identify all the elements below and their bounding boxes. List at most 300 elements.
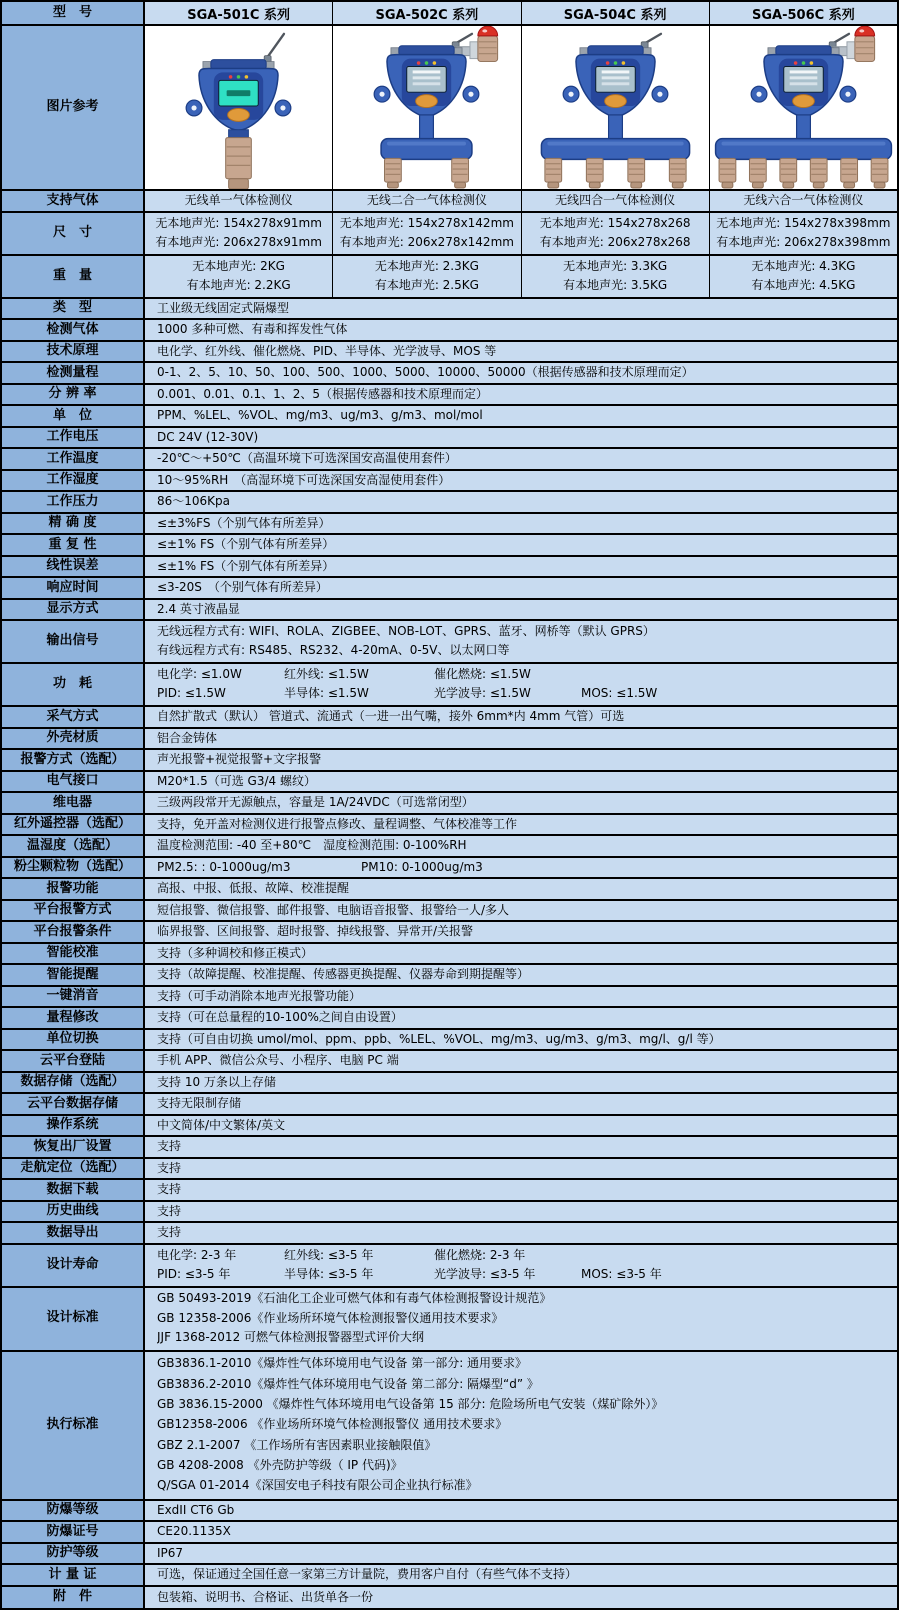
value-line	[157, 859, 891, 876]
value-segment: 光学波导: ≤3-5 年	[434, 1266, 536, 1281]
value-line: GB3836.1-2010《爆炸性气体环境用电气设备 第一部分: 通用要求》	[157, 1356, 528, 1371]
value-segment: PID: ≤1.5W	[157, 686, 226, 701]
row-value	[145, 299, 897, 319]
row-value	[145, 879, 897, 899]
spec-row	[2, 1137, 897, 1159]
row-value	[145, 535, 897, 555]
value-line: 无本地声光: 4.3KG	[751, 258, 856, 273]
value-line	[157, 685, 891, 702]
row-value	[145, 1008, 897, 1028]
spec-row	[2, 664, 897, 707]
spec-row	[2, 1352, 897, 1501]
row-value	[145, 922, 897, 942]
value-line: 无线单一气体检测仪	[184, 193, 293, 208]
spec-row	[2, 621, 897, 664]
spec-row	[2, 922, 897, 944]
spec-row	[2, 363, 897, 385]
beacon-dome-icon	[855, 26, 875, 36]
spec-row	[2, 213, 897, 256]
row-value-cell	[522, 256, 710, 297]
row-label: 数据导出	[2, 1223, 145, 1243]
spec-row	[2, 772, 897, 794]
value-line: IP67	[157, 1545, 184, 1560]
spec-row	[2, 191, 897, 213]
device-button	[793, 95, 815, 108]
row-label: 恢复出厂设置	[2, 1137, 145, 1157]
value-line: 有本地声光: 206x278x268	[539, 235, 691, 250]
row-value	[145, 1094, 897, 1114]
lcd-screen	[784, 67, 824, 93]
antenna-icon	[267, 34, 284, 58]
row-label: 输出信号	[2, 621, 145, 662]
value-line: 高报、中报、低报、故障、校准提醒	[157, 881, 350, 896]
sensor-cylinder-icon	[669, 158, 686, 182]
status-led-icon	[229, 75, 233, 79]
row-value	[145, 557, 897, 577]
row-label: 响应时间	[2, 578, 145, 598]
model-header: SGA-501C 系列	[145, 2, 333, 24]
row-value	[145, 815, 897, 835]
spec-row	[2, 1587, 897, 1609]
row-value-cell	[710, 256, 897, 297]
value-line: 无线六合一气体检测仪	[743, 193, 864, 208]
spec-row	[2, 793, 897, 815]
value-line: 支持（可自由切换 umol/mol、ppm、ppb、%LEL、%VOL、mg/m3、ug/m3、g/m3、mg/l、g/l 等）	[157, 1031, 721, 1046]
spec-row	[2, 879, 897, 901]
manifold-stem	[796, 115, 810, 141]
row-label: 红外遥控器（选配）	[2, 815, 145, 835]
value-line: 有本地声光: 3.5KG	[563, 278, 668, 293]
value-line: GB 3836.15-2000 《爆炸性气体环境用电气设备第 15 部分: 危险场所电气安装（煤矿除外）》	[157, 1397, 664, 1411]
row-value	[145, 406, 897, 426]
sensor-cylinder-icon	[841, 158, 858, 182]
row-value	[145, 1587, 897, 1609]
row-value	[145, 1073, 897, 1093]
value-line: 无本地声光: 154x278x268	[539, 215, 691, 230]
value-line: 支持	[157, 1225, 182, 1240]
row-value	[145, 1288, 897, 1350]
sensor-cylinder-icon	[810, 158, 827, 182]
value-line: ≤3-20S （个别气体有所差异）	[157, 580, 328, 595]
value-line: 支持（可在总量程的10-100%之间自由设置）	[157, 1010, 403, 1025]
spec-row	[2, 1094, 897, 1116]
product-image-sga-502c	[333, 26, 520, 189]
value-line: 有本地声光: 206x278x142mm	[339, 235, 514, 250]
row-value	[145, 1522, 897, 1542]
row-value-cell	[145, 191, 333, 211]
spec-row	[2, 836, 897, 858]
row-label: 温湿度（选配）	[2, 836, 145, 856]
value-segment: 半导体: ≤3-5 年	[284, 1266, 374, 1281]
value-line: ≤±1% FS（个别气体有所差异）	[157, 537, 335, 552]
value-line: 支持（多种调校和修正模式）	[157, 945, 314, 960]
model-header: SGA-502C 系列	[333, 2, 521, 24]
spec-row	[2, 557, 897, 579]
row-value	[145, 944, 897, 964]
value-line: 支持	[157, 1182, 182, 1197]
value-segment: PM2.5: : 0-1000ug/m3	[157, 859, 291, 874]
row-value	[145, 471, 897, 491]
row-value	[145, 449, 897, 469]
status-led-icon	[425, 61, 429, 65]
row-value	[145, 1245, 897, 1286]
status-led-icon	[245, 75, 249, 79]
value-segment: MOS: ≤3-5 年	[581, 1266, 662, 1281]
value-segment: 红外线: ≤1.5W	[284, 667, 369, 682]
manifold-stem	[608, 115, 622, 141]
spec-row	[2, 320, 897, 342]
row-label: 维电器	[2, 793, 145, 813]
row-label: 执行标准	[2, 1352, 145, 1499]
product-image-cell	[522, 26, 710, 189]
value-line: 有本地声光: 206x278x91mm	[155, 235, 322, 250]
spec-row	[2, 1544, 897, 1566]
value-line: JJF 1368-2012 可燃气体检测报警器型式评价大纲	[157, 1330, 425, 1345]
row-value	[145, 492, 897, 512]
value-line: 支持	[157, 1160, 182, 1175]
gas-detector-illustration	[186, 34, 291, 189]
row-value	[145, 1030, 897, 1050]
spec-row	[2, 449, 897, 471]
device-button	[228, 108, 250, 121]
value-line: 有本地声光: 2.5KG	[374, 278, 479, 293]
row-value	[145, 987, 897, 1007]
value-line: 10～95%RH （高湿环境下可选深国安高湿使用套件）	[157, 472, 451, 487]
spec-row	[2, 1180, 897, 1202]
sensor-cylinder-icon	[780, 158, 797, 182]
status-led-icon	[417, 61, 421, 65]
model-header: SGA-504C 系列	[522, 2, 710, 24]
value-line: 无本地声光: 2.3KG	[374, 258, 479, 273]
sensor-cylinder-icon	[226, 138, 252, 179]
product-image-sga-501c	[145, 26, 332, 189]
gas-detector-illustration	[541, 34, 689, 188]
value-line: 86～106Kpa	[157, 494, 231, 509]
value-segment: MOS: ≤1.5W	[581, 686, 658, 701]
lcd-screen	[407, 67, 447, 93]
value-line: 短信报警、微信报警、邮件报警、电脑语音报警、报警给一人/多人	[157, 902, 510, 917]
sensor-collar	[229, 130, 249, 138]
sensor-cylinder-icon	[749, 158, 766, 182]
value-line: 支持（可手动消除本地声光报警功能）	[157, 988, 362, 1003]
value-line: 中文简体/中文繁体/英文	[157, 1117, 286, 1132]
spec-row	[2, 1008, 897, 1030]
value-line: 无本地声光: 154x278x398mm	[716, 215, 891, 230]
row-value	[145, 342, 897, 362]
row-label: 重 量	[2, 256, 145, 297]
spec-row	[2, 729, 897, 751]
value-line: GB 12358-2006《作业场所环境气体检测报警仪通用技术要求》	[157, 1310, 504, 1325]
row-value	[145, 965, 897, 985]
status-led-icon	[794, 61, 798, 65]
status-led-icon	[605, 61, 609, 65]
row-value	[145, 664, 897, 705]
value-line: 无线二合一气体检测仪	[366, 193, 487, 208]
row-label: 报警方式（选配）	[2, 750, 145, 770]
gas-detector-illustration	[375, 26, 498, 188]
row-label: 防护等级	[2, 1544, 145, 1564]
row-value	[145, 1202, 897, 1222]
row-label: 一键消音	[2, 987, 145, 1007]
row-label: 支持气体	[2, 191, 145, 211]
row-value	[145, 1051, 897, 1071]
product-image-sga-506c	[710, 26, 897, 189]
row-label: 报警功能	[2, 879, 145, 899]
row-label: 单 位	[2, 406, 145, 426]
sensor-cylinder-icon	[719, 158, 736, 182]
value-segment: 光学波导: ≤1.5W	[434, 686, 531, 701]
row-label: 分 辨 率	[2, 385, 145, 405]
row-value-cell	[333, 213, 521, 254]
value-line	[157, 1266, 891, 1283]
row-label: 外壳材质	[2, 729, 145, 749]
row-value	[145, 772, 897, 792]
spec-row	[2, 1159, 897, 1181]
value-line: ≤±1% FS（个别气体有所差异）	[157, 558, 335, 573]
beacon-dome-icon	[478, 26, 498, 36]
row-value-cell	[333, 191, 521, 211]
value-line: 手机 APP、微信公众号、小程序、电脑 PC 端	[157, 1053, 399, 1068]
spec-row	[2, 1223, 897, 1245]
row-label: 平台报警方式	[2, 901, 145, 921]
spec-row	[2, 1030, 897, 1052]
value-segment: PM10: 0-1000ug/m3	[361, 859, 483, 874]
row-value-cell	[145, 213, 333, 254]
row-label: 精 确 度	[2, 514, 145, 534]
spec-row	[2, 707, 897, 729]
spec-row	[2, 1288, 897, 1352]
product-image-cell	[145, 26, 333, 189]
spec-row	[2, 385, 897, 407]
value-line: 工业级无线固定式隔爆型	[157, 300, 290, 315]
spec-row	[2, 901, 897, 923]
status-led-icon	[433, 61, 437, 65]
row-value	[145, 428, 897, 448]
row-value	[145, 514, 897, 534]
value-segment: 电化学: ≤1.0W	[157, 667, 242, 682]
value-line: 三级两段常开无源触点，容量是 1A/24VDC（可选常闭型）	[157, 795, 474, 810]
product-image-cell	[333, 26, 521, 189]
value-line: GB12358-2006 《作业场所环境气体检测报警仪 通用技术要求》	[157, 1417, 508, 1432]
spec-row	[2, 1245, 897, 1288]
value-line: ExdII CT6 Gb	[157, 1502, 235, 1517]
spec-row	[2, 535, 897, 557]
value-line: 有线远程方式有: RS485、RS232、4-20mA、0-5V、以太网口等	[157, 643, 510, 658]
row-label: 单位切换	[2, 1030, 145, 1050]
value-line: Q/SGA 01-2014《深国安电子科技有限公司企业执行标准》	[157, 1478, 478, 1493]
spec-row	[2, 944, 897, 966]
spec-row	[2, 342, 897, 364]
value-line: 无本地声光: 3.3KG	[563, 258, 668, 273]
sensor-cylinder-icon	[385, 158, 402, 182]
spec-row	[2, 428, 897, 450]
row-value	[145, 901, 897, 921]
spec-row	[2, 858, 897, 880]
value-line: 无线远程方式有: WIFI、ROLA、ZIGBEE、NOB-LOT、GPRS、蓝牙、网桥等（默认 GPRS）	[157, 624, 655, 639]
value-line: 支持，免开盖对检测仪进行报警点修改、量程调整、气体校准等工作	[157, 816, 518, 831]
value-segment: 半导体: ≤1.5W	[284, 686, 369, 701]
manifold-stem	[420, 115, 434, 141]
row-value	[145, 578, 897, 598]
sensor-cylinder-icon	[452, 158, 469, 182]
spec-row	[2, 256, 897, 299]
status-led-icon	[613, 61, 617, 65]
row-value	[145, 707, 897, 727]
gas-detector-illustration	[715, 26, 891, 188]
status-led-icon	[809, 61, 813, 65]
value-line: DC 24V (12-30V)	[157, 429, 259, 444]
value-line: 电化学、红外线、催化燃烧、PID、半导体、光学波导、MOS 等	[157, 343, 497, 358]
status-led-icon	[802, 61, 806, 65]
row-label: 工作湿度	[2, 471, 145, 491]
row-label: 粉尘颗粒物（选配）	[2, 858, 145, 878]
spec-row	[2, 492, 897, 514]
value-line: 声光报警+视觉报警+文字报警	[157, 752, 322, 767]
row-value	[145, 793, 897, 813]
row-value	[145, 1137, 897, 1157]
row-label: 尺 寸	[2, 213, 145, 254]
sensor-cylinder-icon	[627, 158, 644, 182]
spec-row	[2, 1116, 897, 1138]
row-value	[145, 858, 897, 878]
value-segment: 催化燃烧: 2-3 年	[434, 1247, 526, 1262]
row-label: 检测气体	[2, 320, 145, 340]
spec-row	[2, 299, 897, 321]
spec-row	[2, 1051, 897, 1073]
image-row	[2, 26, 897, 191]
spec-row	[2, 987, 897, 1009]
value-line: 有本地声光: 2.2KG	[186, 278, 291, 293]
value-line: ≤±3%FS（个别气体有所差异）	[157, 515, 331, 530]
row-label: 防爆证号	[2, 1522, 145, 1542]
row-value-cell	[333, 256, 521, 297]
value-line: 包装箱、说明书、合格证、出货单各一份	[157, 1589, 374, 1604]
value-line: 可选，保证通过全国任意一家第三方计量院，费用客户自付（有些气体不支持）	[157, 1567, 578, 1582]
value-line: 有本地声光: 4.5KG	[751, 278, 856, 293]
sensor-cylinder-icon	[871, 158, 888, 182]
value-line: 0.001、0.01、0.1、1、2、5（根据传感器和技术原理而定）	[157, 386, 489, 401]
row-label: 设计寿命	[2, 1245, 145, 1286]
row-label: 走航定位（选配）	[2, 1159, 145, 1179]
row-value-cell	[522, 213, 710, 254]
spec-row	[2, 1073, 897, 1095]
value-line: GB 50493-2019《石油化工企业可燃气体和有毒气体检测报警设计规范》	[157, 1291, 552, 1306]
value-line: CE20.1135X	[157, 1524, 231, 1539]
row-label: 显示方式	[2, 600, 145, 620]
value-line	[157, 1247, 891, 1264]
value-line: 0-1、2、5、10、50、100、500、1000、5000、10000、50000（根据传感器和技术原理而定）	[157, 365, 694, 380]
value-line: -20℃～+50℃（高温环境下可选深国安高温使用套件）	[157, 451, 457, 466]
row-value	[145, 1159, 897, 1179]
row-value	[145, 1501, 897, 1521]
row-value-cell	[710, 191, 897, 211]
row-label: 类 型	[2, 299, 145, 319]
row-label: 云平台数据存储	[2, 1094, 145, 1114]
row-value	[145, 385, 897, 405]
value-segment: 红外线: ≤3-5 年	[284, 1247, 374, 1262]
model-row-label: 型 号	[2, 2, 145, 24]
sensor-cylinder-icon	[544, 158, 561, 182]
row-label: 功 耗	[2, 664, 145, 705]
row-label: 设计标准	[2, 1288, 145, 1350]
spec-row	[2, 578, 897, 600]
value-line: 临界报警、区间报警、超时报警、掉线报警、异常开/关报警	[157, 924, 474, 939]
row-label: 数据下载	[2, 1180, 145, 1200]
beacon-body	[478, 36, 498, 62]
row-label: 附 件	[2, 1587, 145, 1609]
spec-row	[2, 471, 897, 493]
value-line: 无本地声光: 2KG	[192, 258, 285, 273]
beacon-body	[855, 36, 875, 62]
value-line: GBZ 2.1-2007 《工作场所有害因素职业接触限值》	[157, 1437, 437, 1452]
value-segment: PID: ≤3-5 年	[157, 1266, 231, 1281]
row-value	[145, 320, 897, 340]
value-line: 温度检测范围: -40 至+80℃ 湿度检测范围: 0-100%RH	[157, 838, 467, 853]
product-image-cell	[710, 26, 897, 189]
spec-row	[2, 406, 897, 428]
row-label: 工作压力	[2, 492, 145, 512]
device-button	[604, 95, 626, 108]
row-value	[145, 1180, 897, 1200]
table-header-row	[2, 2, 897, 26]
value-segment: 催化燃烧: ≤1.5W	[434, 667, 531, 682]
value-line: M20*1.5（可选 G3/4 螺纹）	[157, 773, 316, 788]
value-line: GB3836.2-2010《爆炸性气体环境用电气设备 第二部分: 隔爆型“d” 》	[157, 1376, 539, 1391]
row-value	[145, 363, 897, 383]
value-line: 支持	[157, 1139, 182, 1154]
image-row-label: 图片参考	[2, 26, 145, 189]
row-label: 工作电压	[2, 428, 145, 448]
spec-row	[2, 600, 897, 622]
row-label: 技术原理	[2, 342, 145, 362]
row-value-cell	[522, 191, 710, 211]
row-label: 云平台登陆	[2, 1051, 145, 1071]
row-label: 量程修改	[2, 1008, 145, 1028]
value-line	[157, 666, 891, 683]
spec-row	[2, 1501, 897, 1523]
row-label: 采气方式	[2, 707, 145, 727]
row-value-cell	[710, 213, 897, 254]
value-line: 无线四合一气体检测仪	[555, 193, 676, 208]
row-label: 数据存储（选配）	[2, 1073, 145, 1093]
row-value-cell	[145, 256, 333, 297]
spec-row	[2, 1202, 897, 1224]
row-label: 历史曲线	[2, 1202, 145, 1222]
value-line: 1000 多种可燃、有毒和挥发性气体	[157, 322, 348, 337]
value-line: 铝合金铸体	[157, 730, 218, 745]
spec-row	[2, 750, 897, 772]
row-value	[145, 750, 897, 770]
row-value	[145, 1116, 897, 1136]
value-line: PPM、%LEL、%VOL、mg/m3、ug/m3、g/m3、mol/mol	[157, 408, 483, 423]
value-line: 有本地声光: 206x278x398mm	[716, 235, 891, 250]
lcd-screen	[595, 67, 635, 93]
value-line: 无本地声光: 154x278x91mm	[155, 215, 322, 230]
spec-row	[2, 815, 897, 837]
status-led-icon	[621, 61, 625, 65]
value-segment: 电化学: 2-3 年	[157, 1247, 237, 1262]
value-line: 2.4 英寸液晶显	[157, 601, 240, 616]
row-value	[145, 600, 897, 620]
row-value	[145, 1223, 897, 1243]
row-label: 智能提醒	[2, 965, 145, 985]
row-label: 平台报警条件	[2, 922, 145, 942]
spec-row	[2, 1565, 897, 1587]
status-led-icon	[237, 75, 241, 79]
value-line: 自然扩散式（默认） 管道式、流通式（一进一出气嘴，接外 6mm*内 4mm 气管）可选	[157, 709, 625, 724]
row-label: 线性误差	[2, 557, 145, 577]
row-value	[145, 1352, 897, 1499]
